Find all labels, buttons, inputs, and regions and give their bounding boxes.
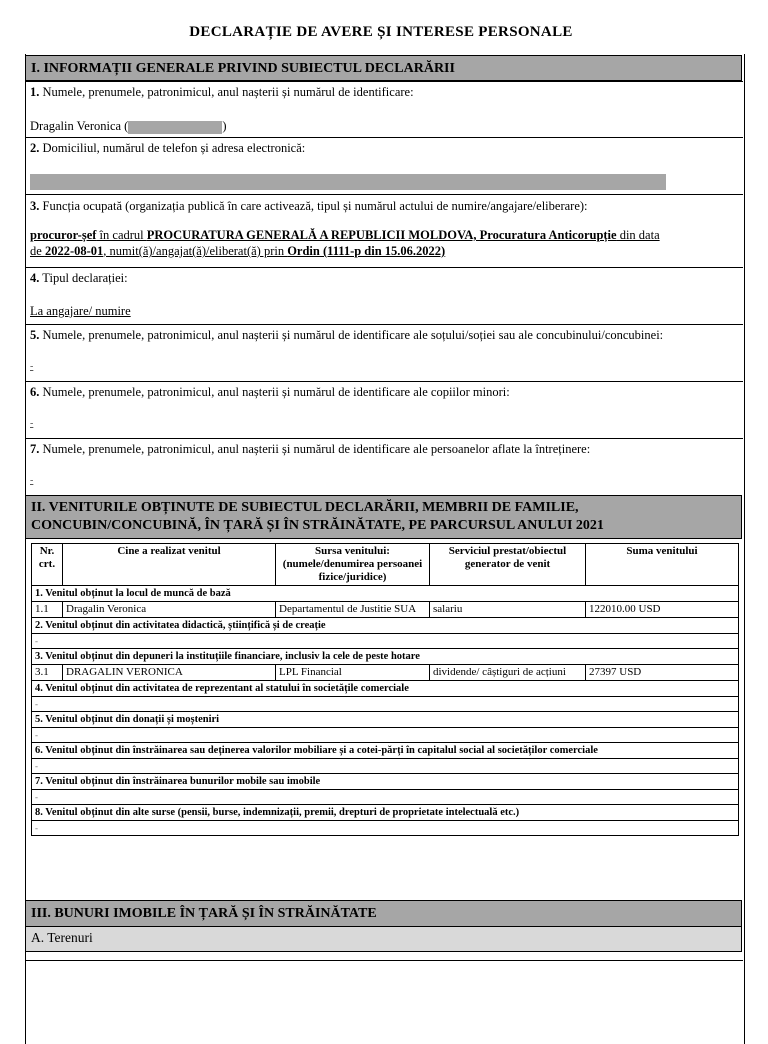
declaration-type: La angajare/ numire bbox=[30, 304, 131, 318]
question-7-number: 7. bbox=[30, 442, 40, 456]
category-row: 3. Venitul obținut din depuneri la instituțiile financiare, inclusiv la cele de peste hotare bbox=[32, 649, 739, 665]
question-1 bbox=[25, 81, 743, 137]
question-4-label: Tipul declarației: bbox=[42, 271, 128, 285]
question-2 bbox=[25, 137, 743, 194]
question-7-label: Numele, prenumele, patronimicul, anul nașterii și numărul de identificare ale persoanelor aflate la întreținere: bbox=[42, 442, 591, 456]
children-value: - bbox=[30, 418, 34, 429]
question-4-number: 4. bbox=[30, 271, 40, 285]
category-row: 1. Venitul obținut la locul de muncă de bază bbox=[32, 586, 739, 602]
question-4 bbox=[25, 267, 743, 324]
subsection-land: A. Terenuri bbox=[25, 927, 742, 952]
section-3-header: III. BUNURI IMOBILE ÎN ȚARĂ ȘI ÎN STRĂINĂTATE bbox=[25, 900, 742, 927]
col-sum: Suma venitului bbox=[586, 544, 739, 586]
section-1-header: I. INFORMAȚII GENERALE PRIVIND SUBIECTUL DECLARĂRII bbox=[25, 55, 742, 81]
question-5-label: Numele, prenumele, patronimicul, anul nașterii și numărul de identificare ale soțului/soției sau ale concubinului/concubinei: bbox=[42, 328, 664, 342]
document-title: DECLARAȚIE DE AVERE ȘI INTERESE PERSONALE bbox=[189, 24, 573, 40]
col-nr: Nr. crt. bbox=[32, 544, 63, 586]
empty-row: - bbox=[32, 634, 739, 649]
category-row: 5. Venitul obținut din donații și moșteniri bbox=[32, 712, 739, 728]
question-3-value: procuror-șef în cadrul PROCURATURA GENERALĂ A REPUBLICII MOLDOVA, Procuratura Anticorupție din data de 2022-08-01, numit(ă)/angajat(ă)/eliberat(ă) prin Ordin (1111-p din 15.06.2022) bbox=[30, 228, 660, 258]
table-row: 1.1 Dragalin Veronica Departamentul de Justitie SUA salariu 122010.00 USD bbox=[32, 602, 739, 618]
empty-row: - bbox=[32, 759, 739, 774]
question-1-value bbox=[30, 119, 227, 134]
question-3-label: Funcția ocupată (organizația publică în care activează, tipul și numărul actului de numire/angajare/eliberare): bbox=[42, 199, 588, 213]
question-7 bbox=[25, 438, 743, 495]
empty-row: - bbox=[32, 697, 739, 712]
category-row: 8. Venitul obținut din alte surse (pensii, burse, indemnizații, premii, drepturi de proprietate intelectuală etc.) bbox=[32, 805, 739, 821]
empty-row: - bbox=[32, 821, 739, 836]
category-row: 7. Venitul obținut din înstrăinarea bunurilor mobile sau imobile bbox=[32, 774, 739, 790]
question-2-number: 2. bbox=[30, 141, 40, 155]
section-2-header: II. VENITURILE OBȚINUTE DE SUBIECTUL DECLARĂRII, MEMBRII DE FAMILIE, CONCUBIN/CONCUBINĂ, ÎN ȚARĂ ȘI ÎN STRĂINĂTATE, PE PARCURSUL ANULUI 2021 bbox=[25, 495, 742, 539]
appointment-act: Ordin (1111-p din 15.06.2022) bbox=[287, 244, 446, 258]
question-3-number: 3. bbox=[30, 199, 40, 213]
organization-name: PROCURATURA GENERALĂ A REPUBLICII MOLDOVA, Procuratura Anticorupție bbox=[146, 228, 617, 242]
empty-row: - bbox=[32, 790, 739, 805]
question-5 bbox=[25, 324, 743, 381]
dependents-value: - bbox=[30, 475, 34, 486]
subject-name-suffix: ) bbox=[222, 119, 227, 133]
col-service: Serviciul prestat/obiectul generator de venit bbox=[430, 544, 586, 586]
subject-name: Dragalin Veronica ( bbox=[30, 119, 129, 133]
question-6-label: Numele, prenumele, patronimicul, anul nașterii și numărul de identificare ale copiilor minori: bbox=[42, 385, 510, 399]
question-5-number: 5. bbox=[30, 328, 40, 342]
category-row: 2. Venitul obținut din activitatea didactică, științifică și de creație bbox=[32, 618, 739, 634]
redacted-id-block bbox=[128, 121, 222, 134]
col-who: Cine a realizat venitul bbox=[63, 544, 276, 586]
question-6 bbox=[25, 381, 743, 438]
table-row: 3.1 DRAGALIN VERONICA LPL Financial dividende/ câștiguri de acțiuni 27397 USD bbox=[32, 665, 739, 681]
category-row: 6. Venitul obținut din înstrăinarea sau deținerea valorilor mobiliare și a cotei-părți în capitalul social al societăților comerciale bbox=[32, 743, 739, 759]
col-source: Sursa venitului: (numele/denumirea persoanei fizice/juridice) bbox=[276, 544, 430, 586]
empty-row: - bbox=[32, 728, 739, 743]
table-divider bbox=[25, 960, 743, 961]
question-1-label: Numele, prenumele, patronimicul, anul nașterii și numărul de identificare: bbox=[42, 85, 414, 99]
appointment-date: 2022-08-01 bbox=[44, 244, 104, 258]
question-2-label: Domiciliul, numărul de telefon și adresa electronică: bbox=[42, 141, 306, 155]
position-title: procuror-șef bbox=[30, 228, 97, 242]
category-row: 4. Venitul obținut din activitatea de reprezentant al statului în societățile comerciale bbox=[32, 681, 739, 697]
income-table bbox=[31, 543, 739, 836]
spouse-value: - bbox=[30, 361, 34, 372]
income-table-header-row bbox=[32, 544, 739, 586]
redacted-address-block bbox=[30, 174, 666, 190]
question-1-number: 1. bbox=[30, 85, 40, 99]
question-6-number: 6. bbox=[30, 385, 40, 399]
question-3 bbox=[25, 194, 743, 267]
